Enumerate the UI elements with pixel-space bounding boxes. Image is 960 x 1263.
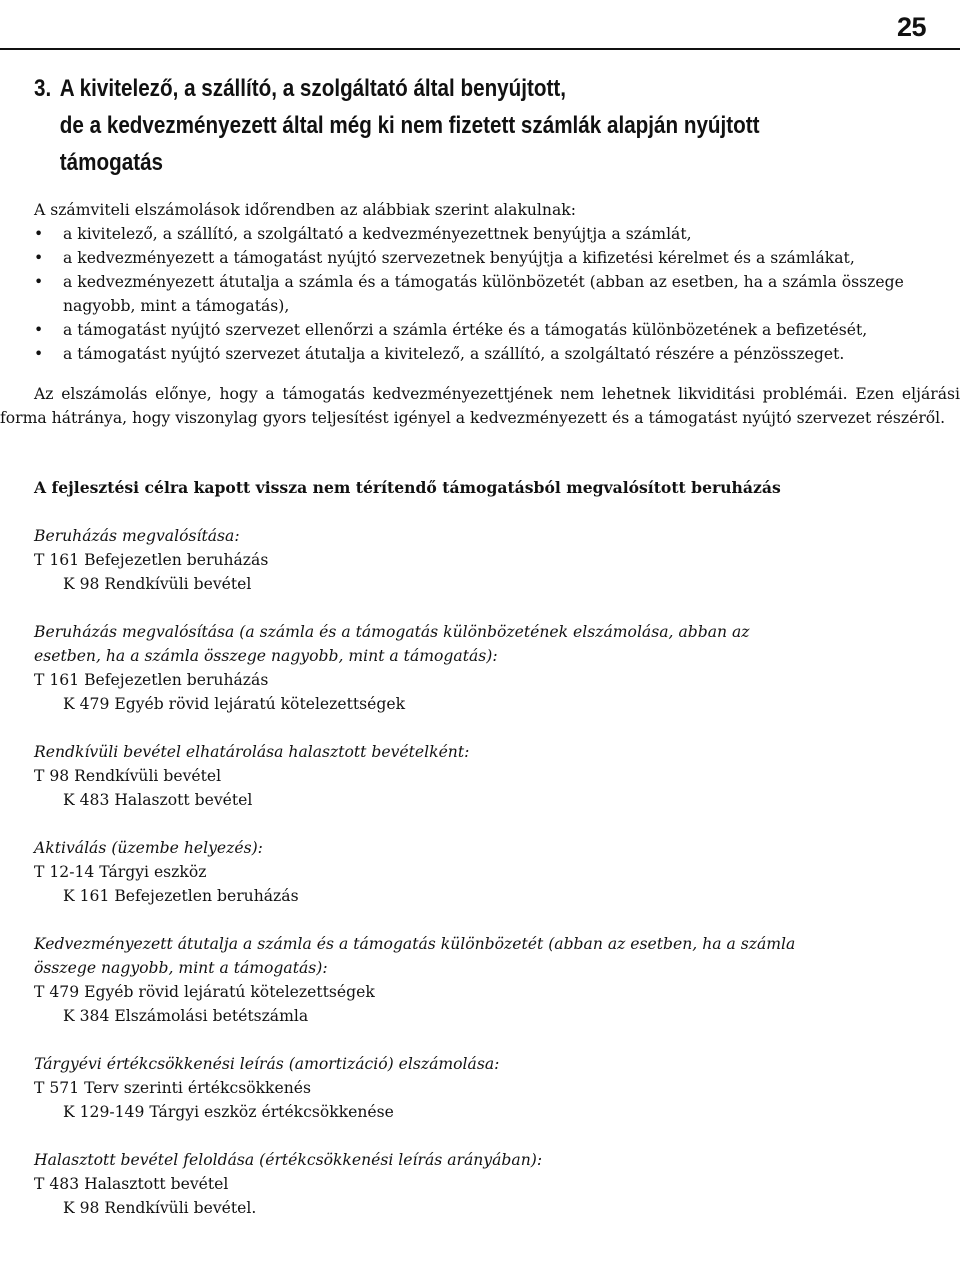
entry-label: Halasztott bevétel feloldása (értékcsökkenési leírás arányában): xyxy=(34,1151,543,1169)
subsection-heading: A fejlesztési célra kapott vissza nem térítendő támogatásból megvalósított beruházás xyxy=(34,478,781,497)
section-title-line-1 xyxy=(34,70,928,107)
intro-text: A számviteli elszámolások időrendben az alábbiak szerint alakulnak: xyxy=(34,201,576,219)
bullet-text: a támogatást nyújtó szervezet ellenőrzi a számla értéke és a támogatás különbözetének a befizetését, xyxy=(63,321,868,339)
ledger-entry xyxy=(0,620,960,716)
entry-credit: K 384 Elszámolási betétszámla xyxy=(63,1007,309,1025)
bullet-item xyxy=(0,246,960,270)
entry-debit: T 483 Halasztott bevétel xyxy=(34,1175,229,1193)
ledger-entry xyxy=(0,1148,960,1220)
entry-label: Beruházás megvalósítása: xyxy=(34,527,240,545)
entry-credit: K 161 Befejezetlen beruházás xyxy=(63,887,299,905)
entry-debit: T 98 Rendkívüli bevétel xyxy=(34,767,222,785)
entry-debit: T 571 Terv szerinti értékcsökkenés xyxy=(34,1079,312,1097)
bullet-icon: • xyxy=(34,273,44,291)
page-number: 25 xyxy=(896,12,926,42)
bullet-text: a kivitelező, a szállító, a szolgáltató a kedvezményezettnek benyújtja a számlát, xyxy=(63,225,692,243)
entry-credit: K 479 Egyéb rövid lejáratú kötelezettségek xyxy=(63,695,406,713)
entry-label: Aktiválás (üzembe helyezés): xyxy=(34,839,263,857)
entry-label: Tárgyévi értékcsökkenési leírás (amortizáció) elszámolása: xyxy=(34,1055,500,1073)
entry-debit: T 161 Befejezetlen beruházás xyxy=(34,551,269,569)
section-title-line-2: de a kedvezményezett által még ki nem fizetett számlák alapján nyújtott xyxy=(59,112,760,139)
entry-credit: K 129-149 Tárgyi eszköz értékcsökkenése xyxy=(63,1103,394,1121)
entry-label: Kedvezményezett átutalja a számla és a támogatás különbözetét (abban az esetben, ha a számla összege nagyobb, mint a támogatás): xyxy=(34,935,796,977)
bullet-icon: • xyxy=(34,321,44,339)
section-title-text-1: A kivitelező, a szállító, a szolgáltató által benyújtott, xyxy=(59,75,566,102)
bullet-item xyxy=(0,222,960,246)
bullet-item xyxy=(0,342,960,366)
bullet-icon: • xyxy=(34,225,44,243)
ledger-entry xyxy=(0,836,960,908)
bullet-text: a kedvezményezett a támogatást nyújtó szervezetnek benyújtja a kifizetési kérelmet és a számlákat, xyxy=(63,249,855,267)
body-paragraph xyxy=(0,382,960,430)
entry-credit: K 98 Rendkívüli bevétel xyxy=(63,575,252,593)
entry-debit: T 12-14 Tárgyi eszköz xyxy=(34,863,207,881)
bullet-item xyxy=(0,318,960,342)
entry-debit: T 479 Egyéb rövid lejáratú kötelezettségek xyxy=(34,983,375,1001)
bullet-icon: • xyxy=(34,249,44,267)
ledger-entry xyxy=(0,1052,960,1124)
bullet-item xyxy=(0,270,960,318)
bullet-text: a támogatást nyújtó szervezet átutalja a kivitelező, a szállító, a szolgáltató részére a pénzösszeget. xyxy=(63,345,845,363)
bullet-text: a kedvezményezett átutalja a számla és a támogatás különbözetét (abban az esetben, ha a számla összege nagyobb, mint a támogatás), xyxy=(63,273,904,315)
page-content xyxy=(0,198,960,1220)
bullet-icon: • xyxy=(34,345,44,363)
entry-label: Beruházás megvalósítása (a számla és a támogatás különbözetének elszámolása, abban az esetben, ha a számla összege nagyobb, mint a támogatás): xyxy=(34,623,750,665)
entry-credit: K 98 Rendkívüli bevétel. xyxy=(63,1199,257,1217)
ledger-entry xyxy=(0,524,960,596)
ledger-entry xyxy=(0,740,960,812)
header-rule xyxy=(0,48,960,50)
paragraph-text: Az elszámolás előnye, hogy a támogatás kedvezményezettjének nem lehetnek likviditási problémái. Ezen eljárási forma hátránya, hogy viszonylag gyors teljesítést igényel a kedvezményezett és a támogatást nyújtó szervezet részéről. xyxy=(0,385,960,427)
ledger-entry xyxy=(0,932,960,1028)
section-title-line-3: támogatás xyxy=(59,149,164,176)
entry-credit: K 483 Halaszott bevétel xyxy=(63,791,253,809)
bullet-list xyxy=(0,222,960,366)
entry-label: Rendkívüli bevétel elhatárolása halasztott bevételként: xyxy=(34,743,470,761)
section-title xyxy=(34,70,928,181)
section-number: 3. xyxy=(34,75,52,102)
entry-debit: T 161 Befejezetlen beruházás xyxy=(34,671,269,689)
